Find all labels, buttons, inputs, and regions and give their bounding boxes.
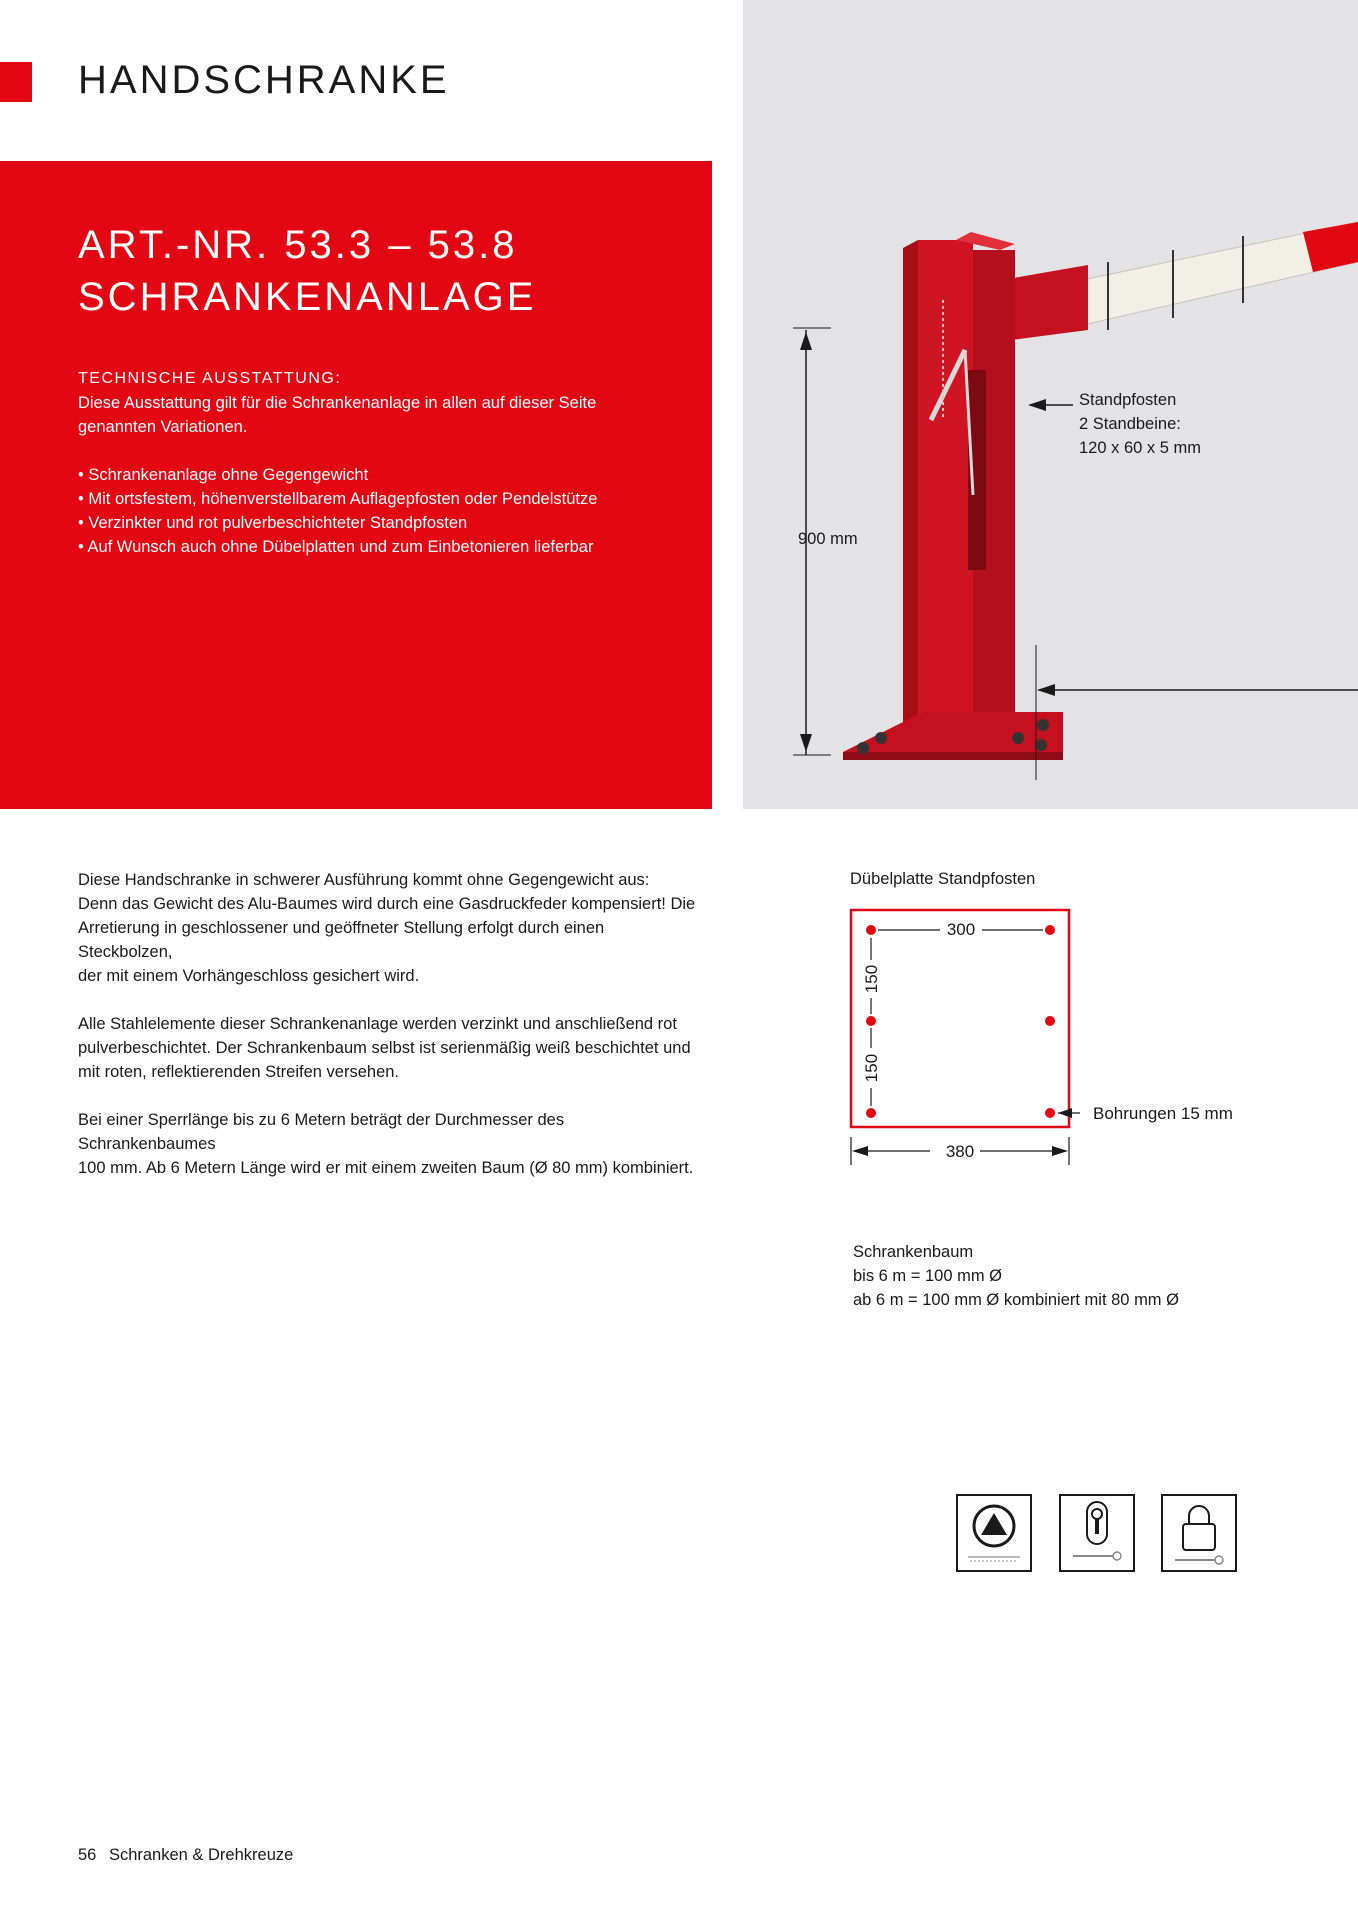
width-dimension-pointer bbox=[1036, 645, 1358, 780]
article-name: SCHRANKENANLAGE bbox=[78, 275, 537, 319]
schrankenbaum-line: bis 6 m = 100 mm Ø bbox=[853, 1267, 1003, 1285]
drill-hole bbox=[866, 1108, 876, 1118]
barrier-arm bbox=[1073, 222, 1358, 330]
specs-list-item: • Mit ortsfestem, höhenverstellbarem Auflagepfosten oder Pendelstütze bbox=[78, 487, 678, 511]
height-label: 900 mm bbox=[798, 530, 858, 548]
dimension-lines bbox=[851, 930, 1080, 1165]
dim-side-upper-label: 150 bbox=[862, 964, 881, 994]
article-number: ART.-NR. 53.3 – 53.8 bbox=[78, 223, 518, 267]
description-text bbox=[78, 868, 698, 1204]
specs-list-item: • Schrankenanlage ohne Gegengewicht bbox=[78, 463, 678, 487]
cylinder-lock-icon bbox=[1059, 1494, 1135, 1572]
standpfosten-detail: 2 Standbeine: bbox=[1079, 415, 1181, 433]
page-title: HANDSCHRANKE bbox=[78, 58, 450, 102]
drill-holes bbox=[866, 925, 1055, 1118]
text-line: mit roten, reflektierenden Streifen versehen. bbox=[78, 1063, 400, 1081]
description-paragraph bbox=[78, 1012, 698, 1084]
base-plate-diagram bbox=[840, 900, 1240, 1180]
specs-list bbox=[78, 463, 678, 559]
specs-list-item: • Auf Wunsch auch ohne Dübelplatten und zum Einbetonieren lieferbar bbox=[78, 535, 678, 559]
base-plate bbox=[843, 712, 1063, 760]
text-line: der mit einem Vorhängeschloss gesichert wird. bbox=[78, 967, 420, 985]
header-accent-square bbox=[0, 62, 32, 102]
holes-label: Bohrungen 15 mm bbox=[1093, 1104, 1233, 1123]
standpfosten-title: Standpfosten bbox=[1079, 391, 1177, 409]
standpfosten-annotation bbox=[1079, 388, 1201, 460]
schrankenbaum-spec bbox=[853, 1240, 1179, 1312]
drill-hole bbox=[1045, 1016, 1055, 1026]
warning-triangle-icon bbox=[956, 1494, 1032, 1572]
drill-hole bbox=[1045, 925, 1055, 935]
padlock-icon bbox=[1161, 1494, 1237, 1572]
footer-section: Schranken & Drehkreuze bbox=[108, 1846, 294, 1864]
plate-outline bbox=[851, 910, 1069, 1127]
plate-diagram-title: Dübelplatte Standpfosten bbox=[850, 870, 1036, 888]
text-line: Arretierung in geschlossener und geöffneter Stellung erfolgt durch einen Steckbolzen, bbox=[78, 919, 605, 961]
post bbox=[903, 232, 1015, 745]
specs-heading: TECHNISCHE AUSSTATTUNG: bbox=[78, 370, 342, 387]
specs-intro-line: genannten Variationen. bbox=[78, 418, 248, 436]
text-line: pulverbeschichtet. Der Schrankenbaum selbst ist serienmäßig weiß beschichtet und bbox=[78, 1039, 691, 1057]
drill-hole bbox=[866, 925, 876, 935]
text-line: Alle Stahlelemente dieser Schrankenanlage werden verzinkt und anschließend rot bbox=[78, 1015, 677, 1033]
barrier-post-illustration bbox=[743, 0, 1358, 809]
specs-intro-line: Diese Ausstattung gilt für die Schrankenanlage in allen auf dieser Seite bbox=[78, 394, 597, 412]
page-number: 56 bbox=[78, 1846, 97, 1864]
dim-side-lower-label: 150 bbox=[862, 1053, 881, 1083]
technical-specs bbox=[78, 367, 678, 559]
specs-list-item: • Verzinkter und rot pulverbeschichteter Standpfosten bbox=[78, 511, 678, 535]
red-info-panel bbox=[0, 161, 712, 809]
description-paragraph bbox=[78, 868, 698, 988]
product-photo bbox=[743, 0, 1358, 809]
schrankenbaum-title: Schrankenbaum bbox=[853, 1243, 974, 1261]
text-line: Bei einer Sperrlänge bis zu 6 Metern beträgt der Durchmesser des Schrankenbaumes bbox=[78, 1111, 565, 1153]
drill-hole bbox=[1045, 1108, 1055, 1118]
dim-top-label: 300 bbox=[946, 920, 976, 939]
article-title bbox=[78, 219, 536, 323]
drill-hole bbox=[866, 1016, 876, 1026]
standpfosten-pointer bbox=[1028, 399, 1073, 411]
text-line: 100 mm. Ab 6 Metern Länge wird er mit einem zweiten Baum (Ø 80 mm) kombiniert. bbox=[78, 1159, 694, 1177]
text-line: Diese Handschranke in schwerer Ausführung kommt ohne Gegengewicht aus: bbox=[78, 871, 650, 889]
standpfosten-detail: 120 x 60 x 5 mm bbox=[1079, 439, 1201, 457]
schrankenbaum-line: ab 6 m = 100 mm Ø kombiniert mit 80 mm Ø bbox=[853, 1291, 1179, 1309]
text-line: Denn das Gewicht des Alu-Baumes wird durch eine Gasdruckfeder kompensiert! Die bbox=[78, 895, 696, 913]
description-paragraph bbox=[78, 1108, 698, 1180]
page-footer bbox=[78, 1846, 293, 1865]
dim-bottom-label: 380 bbox=[945, 1142, 975, 1161]
